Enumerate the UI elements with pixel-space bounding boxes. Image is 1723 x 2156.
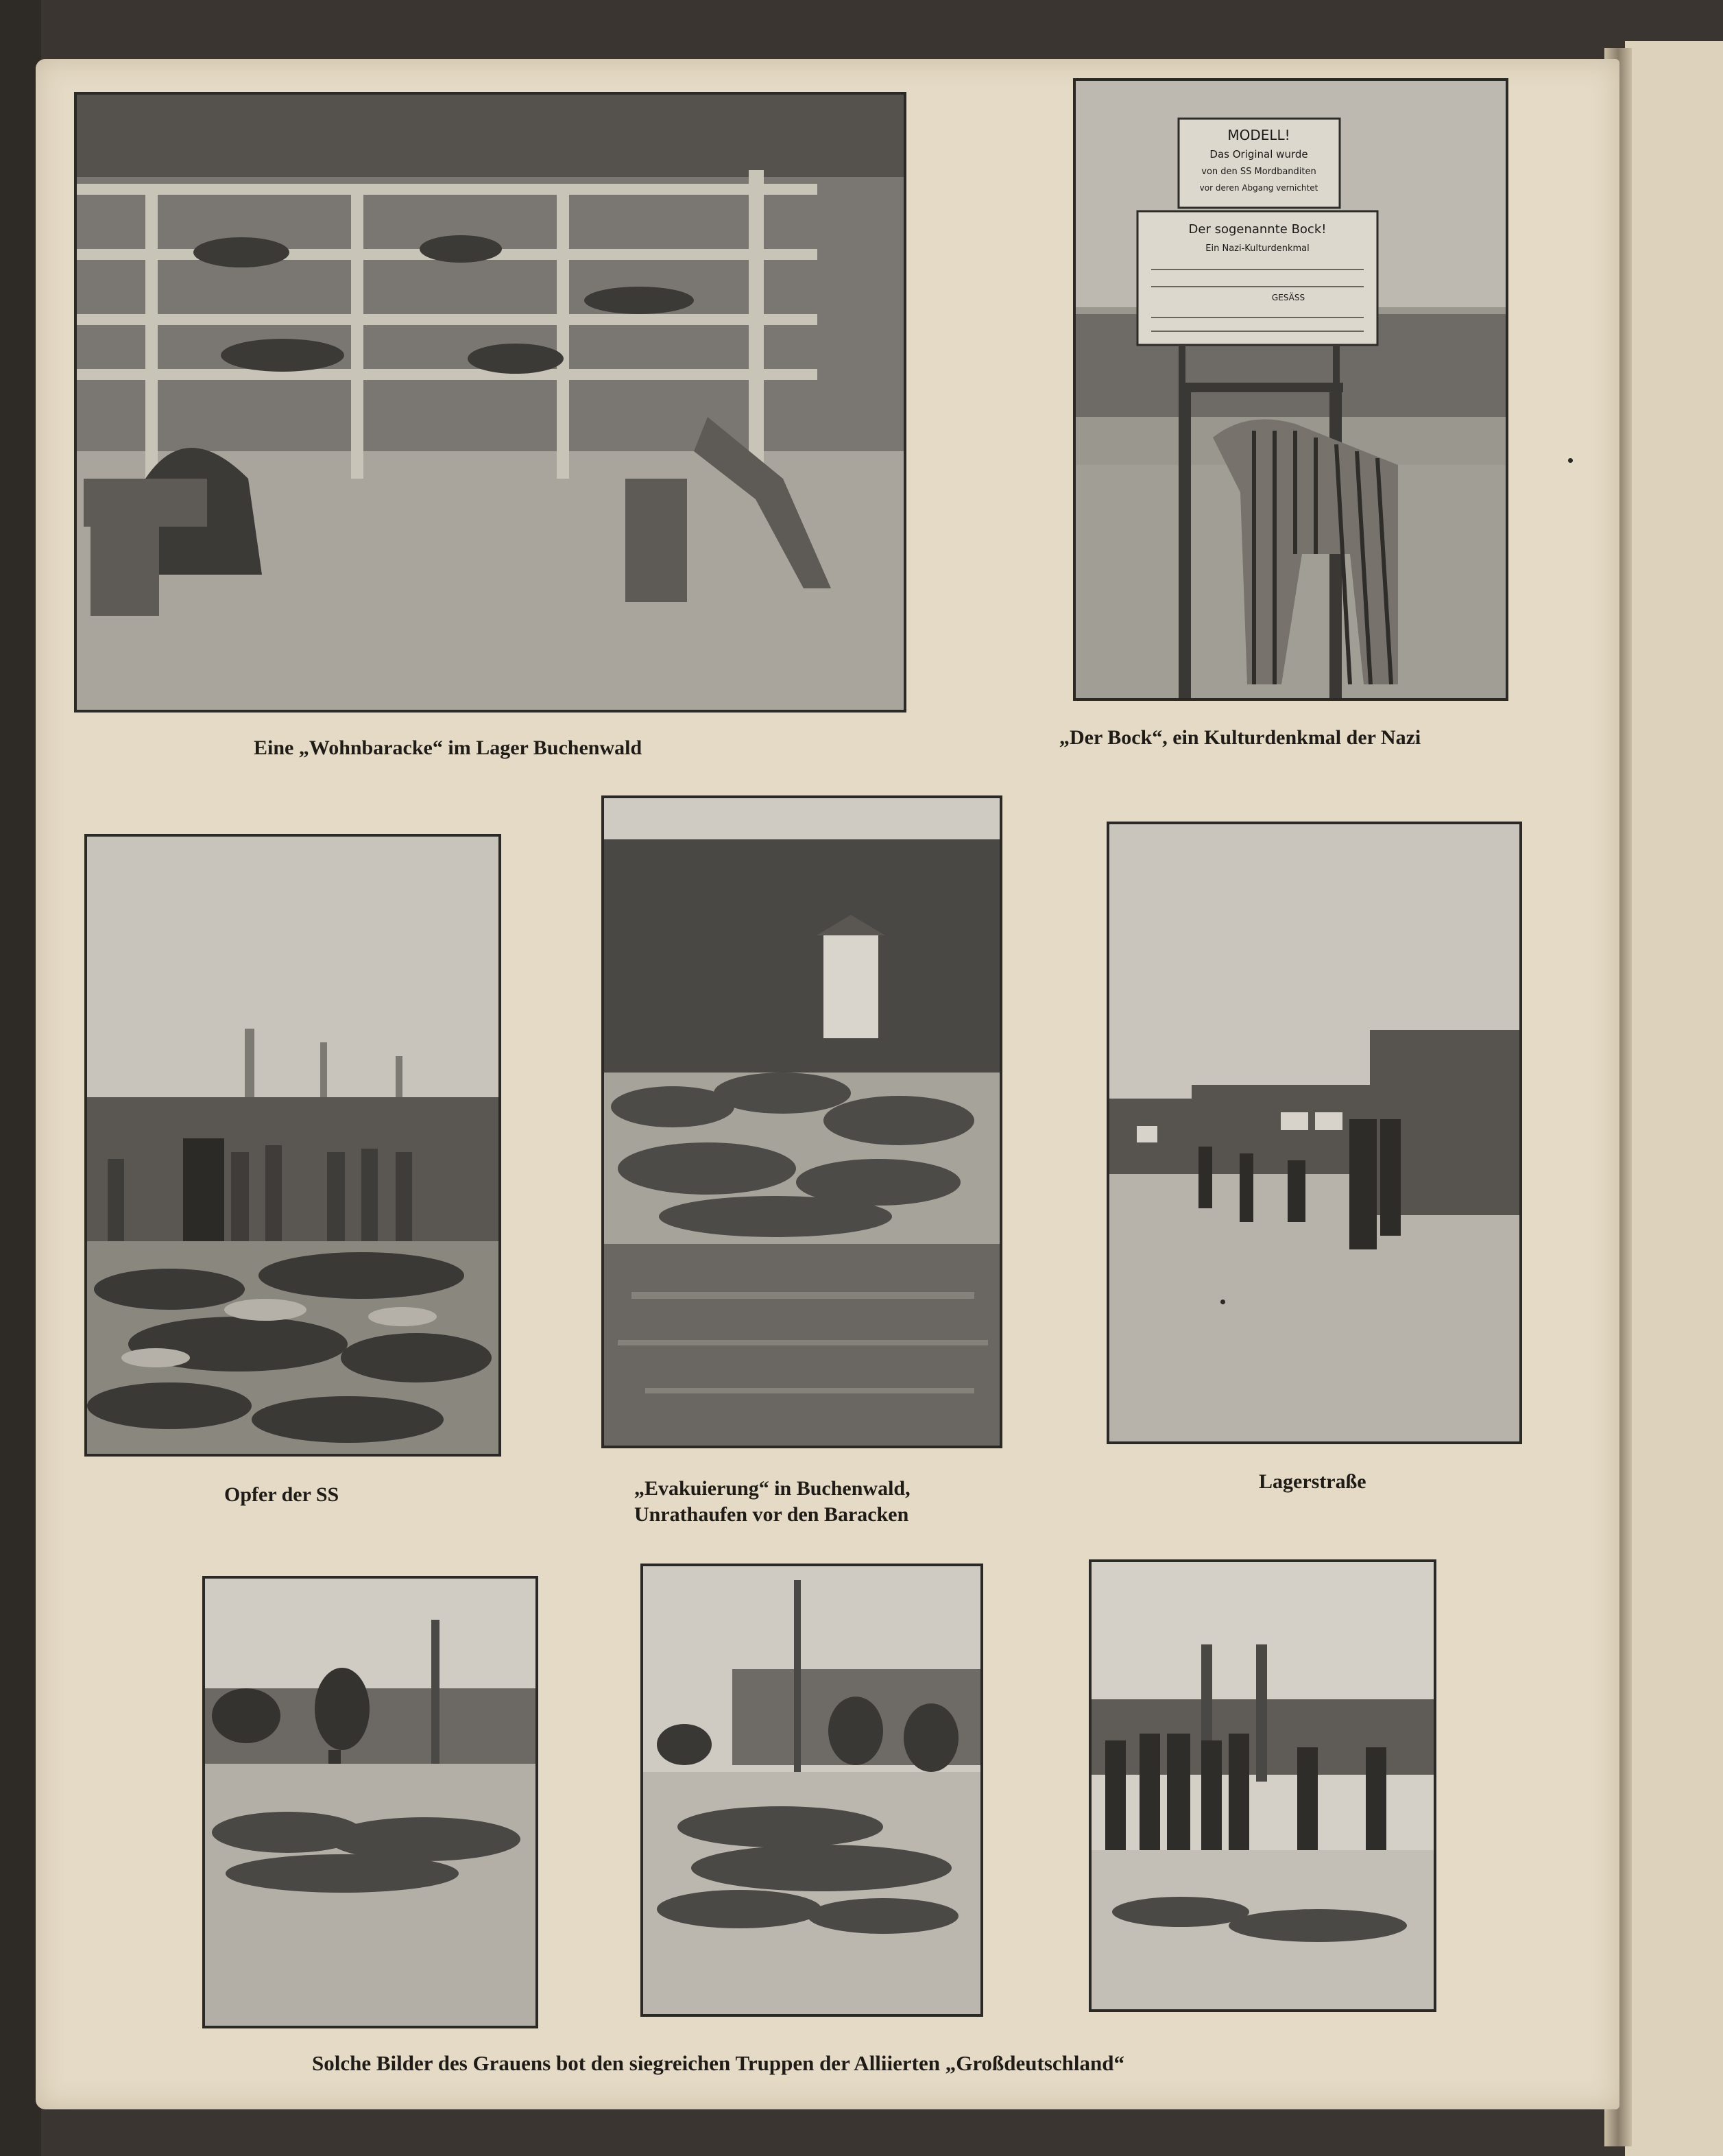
caption-evakuierung-line1: „Evakuierung“ in Buchenwald, bbox=[634, 1477, 911, 1500]
caption-footer: Solche Bilder des Grauens bot den siegreichen Truppen der Alliierten „Großdeutschland“ bbox=[312, 2051, 1125, 2075]
photo-bottom-center bbox=[640, 1564, 983, 2017]
photo-wohnbaracke bbox=[74, 92, 906, 712]
sign-modell-line2: Das Original wurde bbox=[1209, 148, 1308, 160]
caption-wohnbaracke: Eine „Wohnbaracke“ im Lager Buchenwald bbox=[254, 736, 642, 759]
sign-bock-line2: Ein Nazi-Kulturdenkmal bbox=[1205, 243, 1310, 254]
caption-evakuierung-line2: Unrathaufen vor den Baracken bbox=[634, 1503, 909, 1526]
scan-background bbox=[0, 0, 41, 2156]
caption-lagerstrasse: Lagerstraße bbox=[1259, 1470, 1366, 1493]
caption-bock: „Der Bock“, ein Kulturdenkmal der Nazi bbox=[1059, 726, 1421, 749]
photo-bock bbox=[1073, 78, 1508, 701]
photo-bottom-right bbox=[1089, 1559, 1436, 2012]
sign-bock-line3: GESÄSS bbox=[1271, 293, 1305, 302]
caption-opfer: Opfer der SS bbox=[224, 1483, 339, 1506]
sign-bock-line1: Der sogenannte Bock! bbox=[1188, 222, 1327, 237]
print-speck bbox=[1220, 1299, 1225, 1304]
photo-bottom-left bbox=[202, 1576, 538, 2028]
sign-modell-line3: von den SS Mordbanditen bbox=[1201, 167, 1316, 177]
facing-page-edge bbox=[1625, 41, 1723, 2156]
photo-evakuierung bbox=[601, 795, 1002, 1448]
photo-lagerstrasse bbox=[1107, 822, 1522, 1444]
print-speck-2 bbox=[1568, 458, 1573, 463]
sign-modell-line1: MODELL! bbox=[1227, 127, 1290, 143]
sign-modell-line4: vor deren Abgang vernichtet bbox=[1199, 183, 1318, 193]
photo-opfer bbox=[84, 834, 501, 1457]
